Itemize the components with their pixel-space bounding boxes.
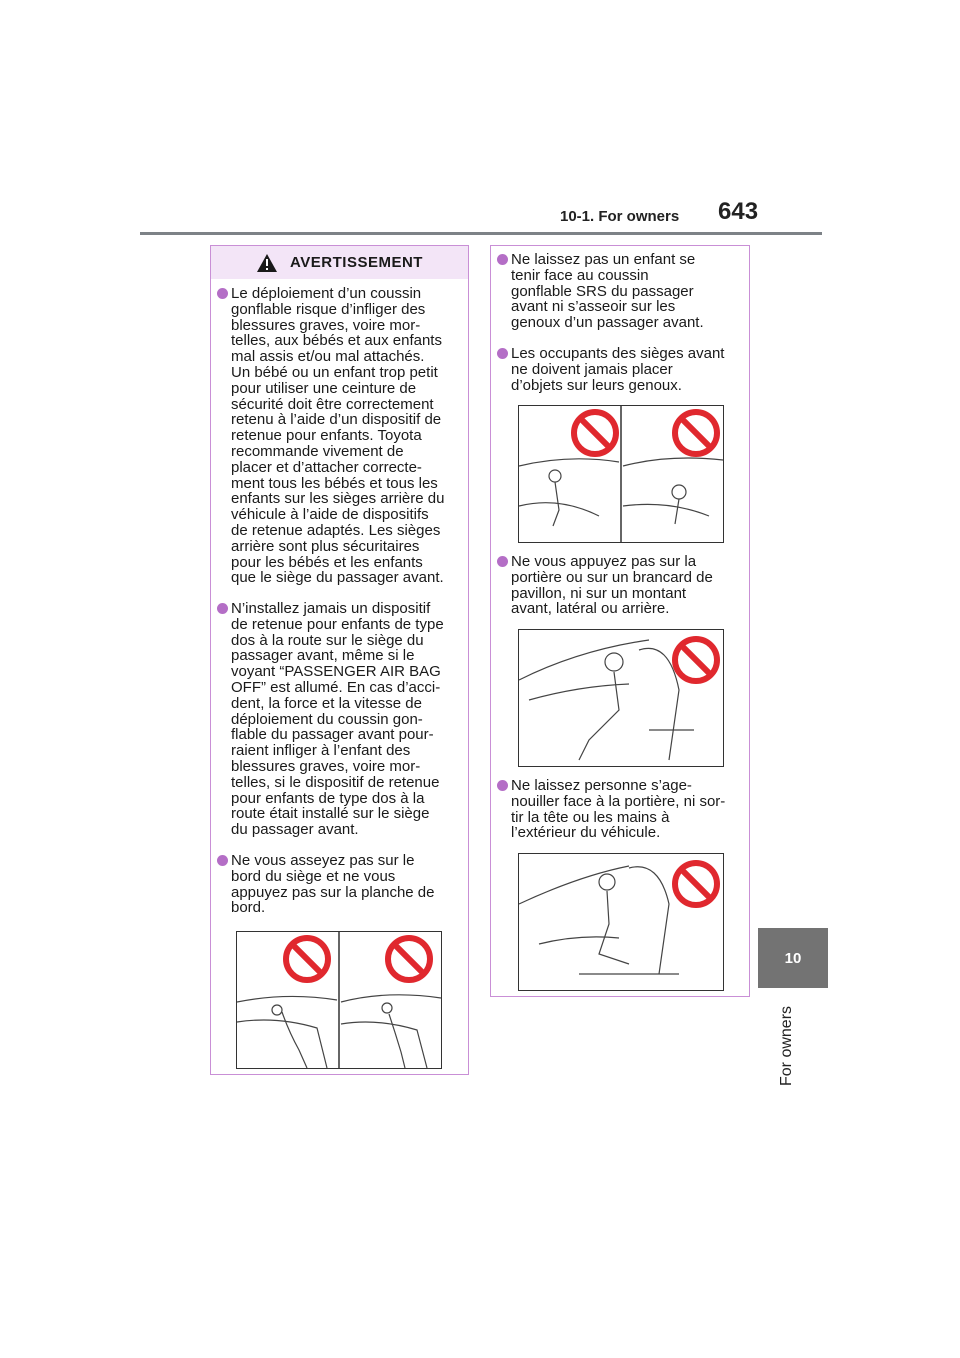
warning-item bbox=[497, 554, 742, 617]
illustration-child-airbag bbox=[518, 405, 724, 543]
warning-item bbox=[497, 252, 742, 331]
bullet-icon bbox=[497, 254, 508, 265]
bullet-icon bbox=[217, 855, 228, 866]
warning-header bbox=[211, 246, 468, 279]
warning-text: N’installez jamais un dispositif de retenue pour enfants de type dos à la route sur le siège du passager avant, même si le voyant “PASSENGER AIR BAG OFF” est allumé. En cas d’acci- dent, la force et la vitesse de déploiement du coussin gon- flable du passager avant pour- raient infliger à l’enfant des blessures graves, voire mor- telles, si le dispositif de retenue pour enfants de type dos à la route était installé sur le siège du passager avant. bbox=[231, 600, 444, 839]
prohibition-icon bbox=[388, 938, 430, 980]
warning-item bbox=[497, 346, 742, 393]
chapter-label bbox=[768, 998, 808, 1088]
warning-text: Les occupants des sièges avant ne doivent jamais placer d’objets sur leurs genoux. bbox=[511, 345, 725, 394]
bullet-icon bbox=[217, 288, 228, 299]
bullet-icon bbox=[217, 603, 228, 614]
prohibition-icon bbox=[286, 938, 328, 980]
warning-item bbox=[497, 778, 742, 841]
illustration-dashboard-lean bbox=[236, 931, 442, 1069]
section-title: 10-1. For owners bbox=[560, 208, 680, 225]
prohibition-icon bbox=[675, 863, 717, 905]
chapter-tab: 10 bbox=[758, 928, 828, 988]
prohibition-icon bbox=[574, 412, 616, 454]
warning-box-right bbox=[490, 245, 750, 997]
header-rule bbox=[140, 232, 822, 235]
warning-triangle-icon bbox=[256, 253, 278, 273]
illustration-door-lean bbox=[518, 629, 724, 767]
warning-text: Ne laissez pas un enfant se tenir face au coussin gonflable SRS du passager avant ni s’asseoir sur les genoux d’un passager avant. bbox=[511, 251, 704, 332]
warning-title: AVERTISSEMENT bbox=[290, 254, 423, 271]
warning-text: Ne vous appuyez pas sur la portière ou sur un brancard de pavillon, ni sur un montant avant, latéral ou arrière. bbox=[511, 553, 713, 618]
warning-text: Ne laissez personne s’age- nouiller face à la portière, ni sor- tir la tête ou les mains à l’extérieur du véhicule. bbox=[511, 777, 726, 842]
bullet-icon bbox=[497, 348, 508, 359]
warning-item bbox=[217, 286, 462, 586]
warning-item bbox=[217, 601, 462, 838]
prohibition-icon bbox=[675, 639, 717, 681]
bullet-icon bbox=[497, 780, 508, 791]
warning-item bbox=[217, 853, 462, 916]
warning-box-left bbox=[210, 245, 469, 1075]
warning-text: Ne vous asseyez pas sur le bord du siège et ne vous appuyez pas sur la planche de bord. bbox=[231, 852, 435, 917]
illustration-kneeling bbox=[518, 853, 724, 991]
page-number: 643 bbox=[718, 198, 759, 225]
bullet-icon bbox=[497, 556, 508, 567]
prohibition-icon bbox=[675, 412, 717, 454]
warning-text: Le déploiement d’un coussin gonflable risque d’infliger des blessures graves, voire mor- telles, aux bébés et aux enfants mal assis et/ou mal attachés. Un bébé ou un enfant trop petit pour utiliser une ceinture de sécurité doit être correctement retenu à l’aide d’un dispositif de retenue pour enfants. Toyota recommande vivement de placer et d’attacher correcte- ment tous les bébés et tous les enfants sur les sièges arrière du véhicule à l’aide de dispositifs de retenue adaptés. Les sièges arrière sont plus sécuritaires pour les bébés et les enfants que le siège du passager avant. bbox=[231, 285, 445, 587]
chapter-label-text: For owners bbox=[778, 1005, 795, 1086]
